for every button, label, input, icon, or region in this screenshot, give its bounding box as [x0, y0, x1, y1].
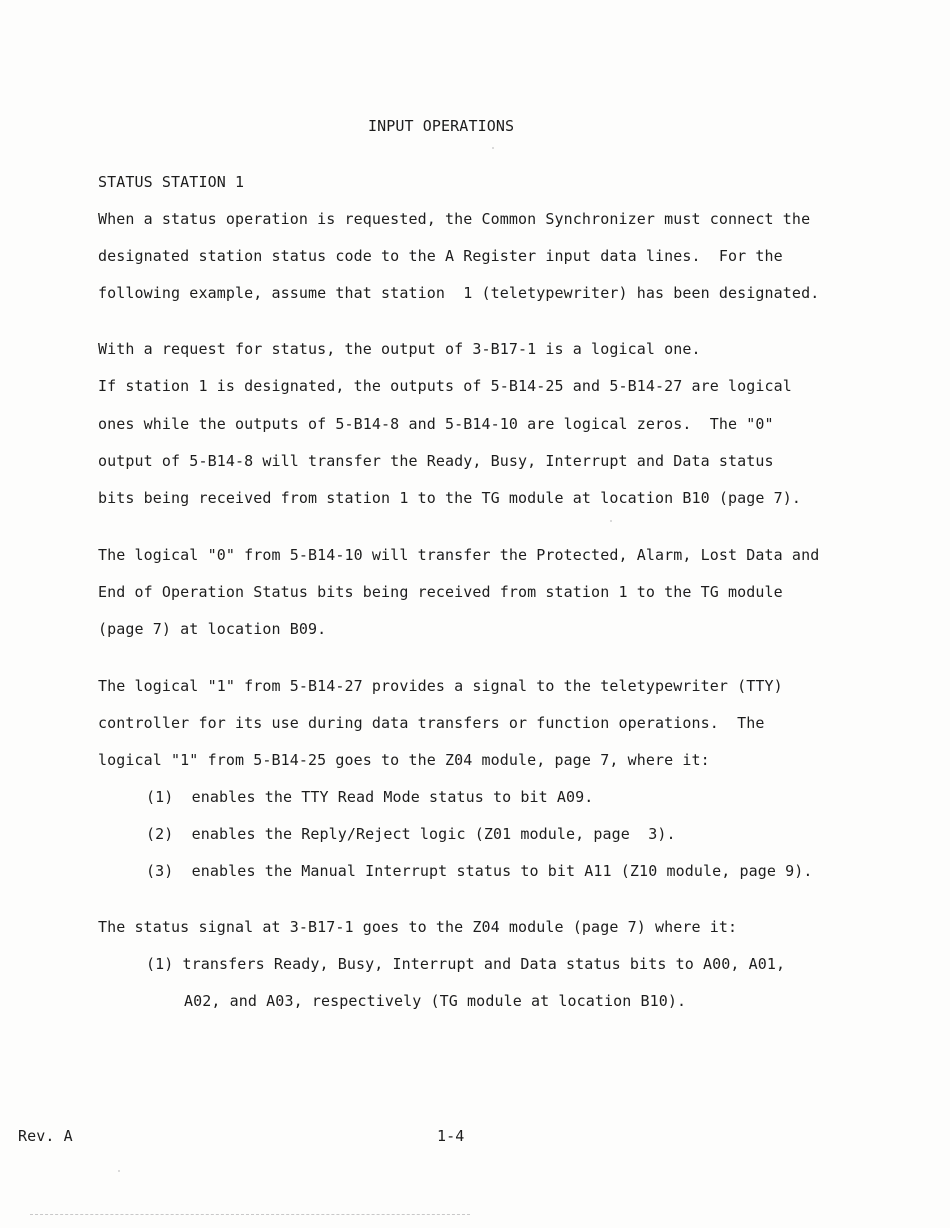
body-line: logical "1" from 5-B14-25 goes to the Z04 module, page 7, where it: — [98, 751, 710, 769]
list-item: (1) enables the TTY Read Mode status to bit A09. — [146, 788, 594, 806]
body-line: When a status operation is requested, the Common Synchronizer must connect the — [98, 210, 811, 228]
section-title: STATUS STATION 1 — [98, 173, 245, 191]
body-line: The logical "0" from 5-B14-10 will transfer the Protected, Alarm, Lost Data and — [98, 546, 820, 564]
list-item-continuation: A02, and A03, respectively (TG module at location B10). — [184, 992, 687, 1010]
scan-speck — [492, 147, 494, 149]
body-line: The status signal at 3-B17-1 goes to the Z04 module (page 7) where it: — [98, 918, 738, 936]
scan-speck — [118, 1170, 120, 1172]
page-number: 1-4 — [437, 1127, 465, 1145]
body-line: controller for its use during data transfers or function operations. The — [98, 714, 765, 732]
body-line: output of 5-B14-8 will transfer the Ready, Busy, Interrupt and Data status — [98, 452, 774, 470]
body-line: With a request for status, the output of 3-B17-1 is a logical one. — [98, 340, 701, 358]
body-line: bits being received from station 1 to the TG module at location B10 (page 7). — [98, 489, 802, 507]
list-item: (3) enables the Manual Interrupt status to bit A11 (Z10 module, page 9). — [146, 862, 813, 880]
body-line: ones while the outputs of 5-B14-8 and 5-B14-10 are logical zeros. The "0" — [98, 415, 774, 433]
body-line: (page 7) at location B09. — [98, 620, 327, 638]
page-heading: INPUT OPERATIONS — [368, 117, 515, 135]
body-line: designated station status code to the A Register input data lines. For the — [98, 247, 783, 265]
body-line: End of Operation Status bits being received from station 1 to the TG module — [98, 583, 783, 601]
revision-label: Rev. A — [18, 1127, 73, 1145]
scan-speck — [610, 520, 612, 522]
list-item: (1) transfers Ready, Busy, Interrupt and Data status bits to A00, A01, — [146, 955, 786, 973]
scan-edge-line — [30, 1214, 470, 1215]
list-item: (2) enables the Reply/Reject logic (Z01 module, page 3). — [146, 825, 676, 843]
body-line: The logical "1" from 5-B14-27 provides a signal to the teletypewriter (TTY) — [98, 677, 783, 695]
body-line: If station 1 is designated, the outputs of 5-B14-25 and 5-B14-27 are logical — [98, 377, 792, 395]
body-line: following example, assume that station 1 (teletypewriter) has been designated. — [98, 284, 820, 302]
